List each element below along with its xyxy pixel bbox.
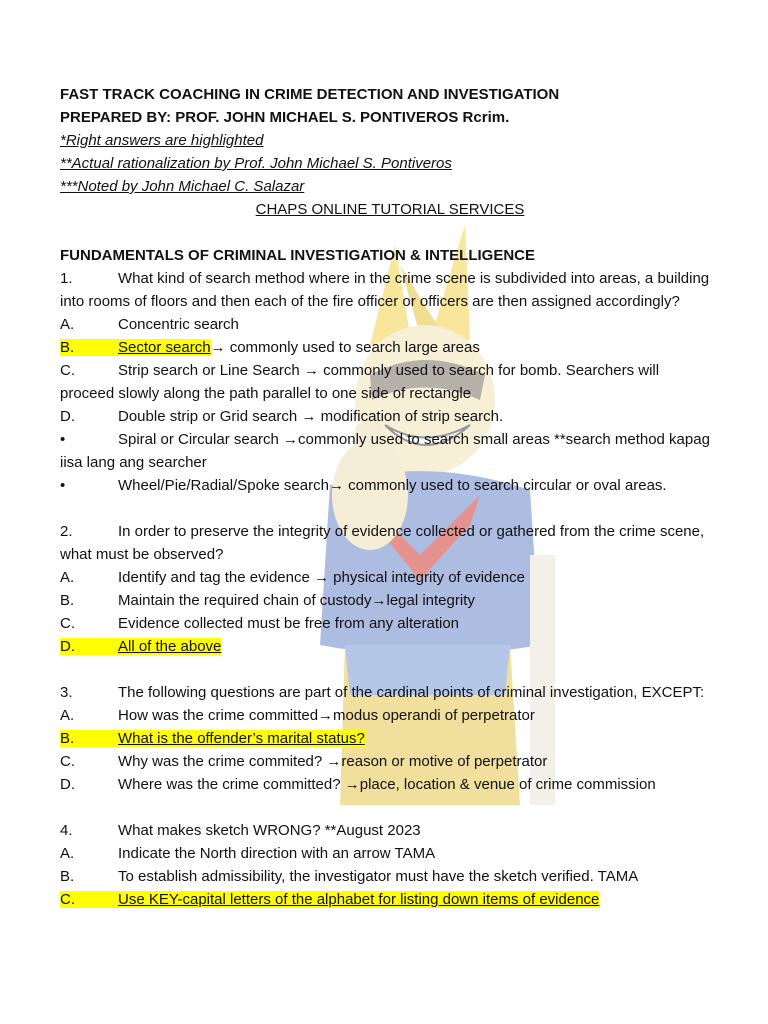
option-2d-correct: D. All of the above (60, 638, 222, 655)
option-1c-cont: proceed slowly along the path parallel to one side of rectangle (60, 385, 472, 402)
section-title: FUNDAMENTALS OF CRIMINAL INVESTIGATION & INTELLIGENCE (60, 247, 535, 264)
option-2a: A. Identify and tag the evidence → physical integrity of evidence (60, 569, 525, 586)
question-1: 1. What kind of search method where in the crime scene is subdivided into areas, a building (60, 270, 710, 287)
question-3: 3. The following questions are part of the cardinal points of criminal investigation, EXCEPT: (60, 684, 705, 701)
bullet-spiral: • Spiral or Circular search →commonly used to search small areas **search method kapag (60, 431, 710, 448)
note-highlight: *Right answers are highlighted (60, 132, 264, 149)
question-2-cont: what must be observed? (60, 546, 224, 563)
service-name: CHAPS ONLINE TUTORIAL SERVICES (255, 201, 525, 218)
option-3a: A. How was the crime committed→modus operandi of perpetrator (60, 707, 535, 724)
option-2b: B. Maintain the required chain of custody→legal integrity (60, 592, 475, 609)
option-4b: B. To establish admissibility, the investigator must have the sketch verified. TAMA (60, 868, 639, 885)
note-noted-by: ***Noted by John Michael C. Salazar (60, 178, 305, 195)
option-1a: A. Concentric search (60, 316, 239, 333)
option-3d: D. Where was the crime committed? →place, location & venue of crime commission (60, 776, 656, 793)
option-2c: C. Evidence collected must be free from any alteration (60, 615, 460, 632)
option-1c: C. Strip search or Line Search → commonly used to search for bomb. Searchers will (60, 362, 660, 379)
option-3c: C. Why was the crime commited? →reason or motive of perpetrator (60, 753, 548, 770)
document-title: FAST TRACK COACHING IN CRIME DETECTION AND INVESTIGATION (60, 86, 560, 103)
question-4: 4. What makes sketch WRONG? **August 2023 (60, 822, 421, 839)
bullet-wheel: • Wheel/Pie/Radial/Spoke search→ commonly used to search circular or oval areas. (60, 477, 667, 494)
option-4c-correct: C. Use KEY-capital letters of the alphabet for listing down items of evidence (60, 891, 600, 908)
question-2: 2. In order to preserve the integrity of evidence collected or gathered from the crime scene, (60, 523, 705, 540)
option-1d: D. Double strip or Grid search → modification of strip search. (60, 408, 504, 425)
note-rationalization: **Actual rationalization by Prof. John Michael S. Pontiveros (60, 155, 452, 172)
option-4a: A. Indicate the North direction with an arrow TAMA (60, 845, 436, 862)
option-1b-correct: B. Sector search→ commonly used to search large areas (60, 339, 480, 356)
question-1-cont: into rooms of floors and then each of the fire officer or officers are then assigned accordingly? (60, 293, 680, 310)
document-page (60, 83, 720, 911)
bullet-spiral-cont: iisa lang ang searcher (60, 454, 207, 471)
prepared-by: PREPARED BY: PROF. JOHN MICHAEL S. PONTIVEROS Rcrim. (60, 109, 510, 126)
option-3b-correct: B. What is the offender’s marital status? (60, 730, 365, 747)
